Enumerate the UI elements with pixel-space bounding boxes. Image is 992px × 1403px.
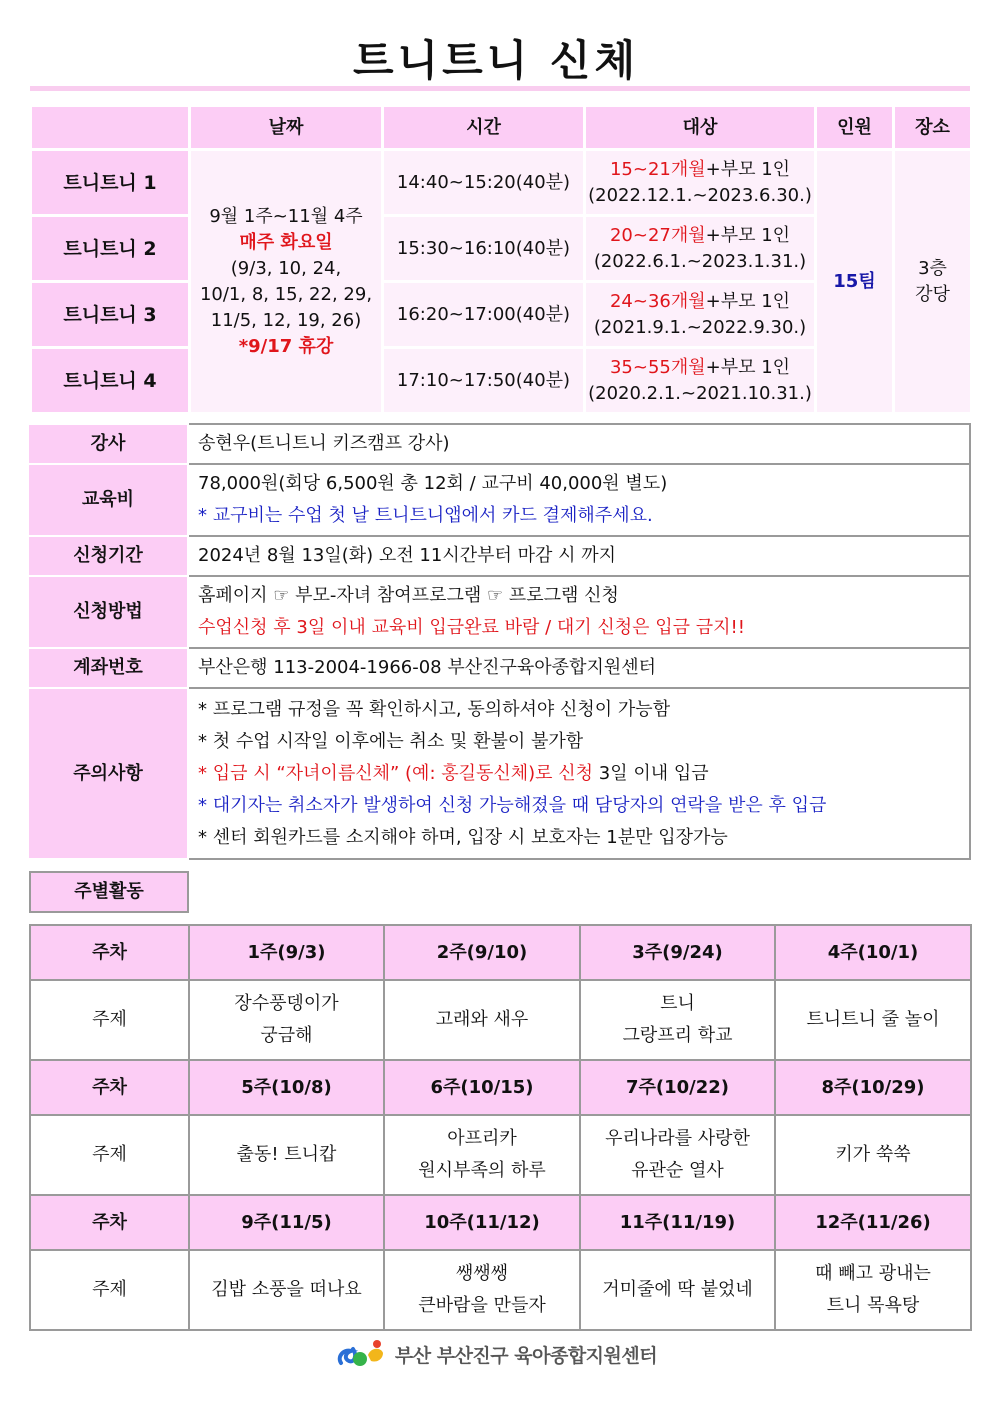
date-weekday: 매주 화요일	[239, 231, 333, 253]
week-topic-line: 트니	[660, 993, 695, 1014]
target-age: 20~27개월	[609, 224, 706, 246]
weekly-table	[29, 924, 972, 1331]
week-topic-line: 장수풍뎅이가	[234, 993, 339, 1014]
header-target: 대상	[585, 106, 816, 150]
week-number: 4주(10/1)	[775, 925, 971, 980]
header-time: 시간	[383, 106, 585, 150]
date-list-1: (9/3, 10, 24,	[230, 257, 342, 279]
week-topic-line: 쌩쌩쌩	[455, 1263, 509, 1284]
place-room: 강당	[915, 283, 950, 305]
date-holiday: *9/17 휴강	[238, 335, 334, 357]
week-topic	[580, 980, 775, 1060]
place-cell	[894, 150, 972, 414]
period-label: 신청기간	[29, 536, 188, 576]
class-time: 17:10~17:50(40분)	[383, 348, 585, 414]
schedule-table	[29, 104, 973, 415]
week-number: 8주(10/29)	[775, 1060, 971, 1115]
week-number: 3주(9/24)	[580, 925, 775, 980]
class-target	[585, 216, 816, 282]
date-list-2: 10/1, 8, 15, 22, 29,	[199, 283, 373, 305]
week-topic	[775, 980, 971, 1060]
target-with: +부모 1인	[705, 158, 791, 180]
footer	[0, 1334, 992, 1374]
fee-value	[188, 464, 970, 536]
instructor-label: 강사	[29, 424, 188, 464]
class-time: 16:20~17:00(40분)	[383, 282, 585, 348]
week-topic-line: 아프리카	[447, 1128, 517, 1149]
target-age: 35~55개월	[609, 356, 706, 378]
title-underline	[30, 86, 970, 91]
place-floor: 3층	[918, 257, 947, 279]
note-rest: 3일 이내 입금	[593, 762, 709, 784]
account-value: 부산은행 113-2004-1966-08 부산진구육아종합지원센터	[188, 648, 970, 688]
topic-label: 주제	[30, 1250, 189, 1330]
week-topic	[775, 1250, 971, 1330]
week-label: 주차	[30, 925, 189, 980]
week-topic-line: 거미줄에 딱 붙었네	[602, 1279, 753, 1300]
note-item: * 대기자는 취소자가 발생하여 신청 가능해졌을 때 담당자의 연락을 받은 후 입금	[198, 794, 827, 816]
period-value: 2024년 8월 13일(화) 오전 11시간부터 마감 시 까지	[188, 536, 970, 576]
week-number: 5주(10/8)	[189, 1060, 384, 1115]
note-item: * 센터 회원카드를 소지해야 하며, 입장 시 보호자는 1분만 입장가능	[198, 826, 728, 848]
week-topic-line: 김밥 소풍을 떠나요	[211, 1279, 362, 1300]
footer-center-name: 부산 부산진구 육아종합지원센터	[394, 1344, 658, 1367]
date-list-3: 11/5, 12, 19, 26)	[210, 309, 362, 331]
header-capacity: 인원	[816, 106, 894, 150]
week-topic-line: 트니 목욕탕	[826, 1295, 920, 1316]
class-time: 14:40~15:20(40분)	[383, 150, 585, 216]
target-with: +부모 1인	[705, 224, 791, 246]
week-topic-line: 고래와 새우	[435, 1009, 529, 1030]
account-label: 계좌번호	[29, 648, 188, 688]
week-topic	[384, 980, 580, 1060]
instructor-value: 송현우(트니트니 키즈캠프 강사)	[188, 424, 970, 464]
class-name: 트니트니 2	[31, 216, 190, 282]
target-age: 15~21개월	[609, 158, 706, 180]
week-topic-line: 우리나라를 사랑한	[605, 1128, 750, 1149]
week-topic-line: 큰바람을 만들자	[418, 1295, 546, 1316]
note-highlight: * 입금 시 “자녀이름신체” (예: 홍길동신체)로 신청	[198, 762, 594, 784]
class-target	[585, 150, 816, 216]
week-topic	[384, 1250, 580, 1330]
week-number: 12주(11/26)	[775, 1195, 971, 1250]
topic-label: 주제	[30, 980, 189, 1060]
notes-label: 주의사항	[29, 688, 188, 859]
week-topic	[775, 1115, 971, 1195]
target-range: (2020.2.1.~2021.10.31.)	[588, 382, 812, 404]
class-name: 트니트니 4	[31, 348, 190, 414]
header-empty	[31, 106, 190, 150]
week-number: 10주(11/12)	[384, 1195, 580, 1250]
capacity-cell: 15팀	[816, 150, 894, 414]
header-place: 장소	[894, 106, 972, 150]
target-with: +부모 1인	[705, 290, 791, 312]
target-range: (2021.9.1.~2022.9.30.)	[593, 316, 807, 338]
week-number: 11주(11/19)	[580, 1195, 775, 1250]
week-topic-line: 때 빼고 광내는	[815, 1263, 931, 1284]
date-range: 9월 1주~11월 4주	[209, 205, 363, 227]
week-label: 주차	[30, 1060, 189, 1115]
week-topic-line: 그랑프리 학교	[622, 1025, 733, 1046]
class-name: 트니트니 1	[31, 150, 190, 216]
week-topic-line: 원시부족의 하루	[418, 1160, 546, 1181]
header-date: 날짜	[190, 106, 383, 150]
class-target	[585, 282, 816, 348]
target-range: (2022.12.1.~2023.6.30.)	[588, 184, 812, 206]
method-steps: 홈페이지 ☞ 부모-자녀 참여프로그램 ☞ 프로그램 신청	[198, 585, 619, 606]
notes-value	[188, 688, 970, 859]
week-number: 7주(10/22)	[580, 1060, 775, 1115]
week-number: 9주(11/5)	[189, 1195, 384, 1250]
target-range: (2022.6.1.~2023.1.31.)	[593, 250, 807, 272]
week-topic	[580, 1250, 775, 1330]
center-logo-icon	[335, 1337, 387, 1371]
week-topic-line: 트니트니 줄 놀이	[806, 1009, 940, 1030]
fee-note: * 교구비는 수업 첫 날 트니트니앱에서 카드 결제해주세요.	[198, 505, 653, 526]
fee-amount: 78,000원(회당 6,500원 총 12회 / 교구비 40,000원 별도)	[198, 473, 668, 494]
week-topic-line: 궁금해	[260, 1025, 313, 1046]
week-topic-line: 키가 쑥쑥	[835, 1144, 911, 1165]
week-label: 주차	[30, 1195, 189, 1250]
week-topic	[580, 1115, 775, 1195]
topic-label: 주제	[30, 1115, 189, 1195]
target-with: +부모 1인	[705, 356, 791, 378]
class-target	[585, 348, 816, 414]
fee-label: 교육비	[29, 464, 188, 536]
note-item: * 첫 수업 시작일 이후에는 취소 및 환불이 불가함	[198, 730, 584, 752]
week-topic	[384, 1115, 580, 1195]
target-age: 24~36개월	[609, 290, 706, 312]
week-number: 1주(9/3)	[189, 925, 384, 980]
week-number: 2주(9/10)	[384, 925, 580, 980]
week-topic	[189, 1115, 384, 1195]
week-number: 6주(10/15)	[384, 1060, 580, 1115]
week-topic	[189, 1250, 384, 1330]
week-topic	[189, 980, 384, 1060]
class-time: 15:30~16:10(40분)	[383, 216, 585, 282]
date-cell	[190, 150, 383, 414]
method-note: 수업신청 후 3일 이내 교육비 입금완료 바람 / 대기 신청은 입금 금지!!	[198, 617, 745, 638]
page-title: 트니트니 신체	[352, 36, 640, 85]
weekly-activity-label: 주별활동	[29, 871, 189, 913]
class-name: 트니트니 3	[31, 282, 190, 348]
note-item	[198, 758, 969, 790]
note-item: * 프로그램 규정을 꼭 확인하시고, 동의하셔야 신청이 가능함	[198, 698, 671, 720]
info-table	[29, 423, 971, 860]
week-topic-line: 출동! 트니캅	[236, 1144, 337, 1165]
method-label: 신청방법	[29, 576, 188, 648]
method-value	[188, 576, 970, 648]
week-topic-line: 유관순 열사	[631, 1160, 724, 1181]
